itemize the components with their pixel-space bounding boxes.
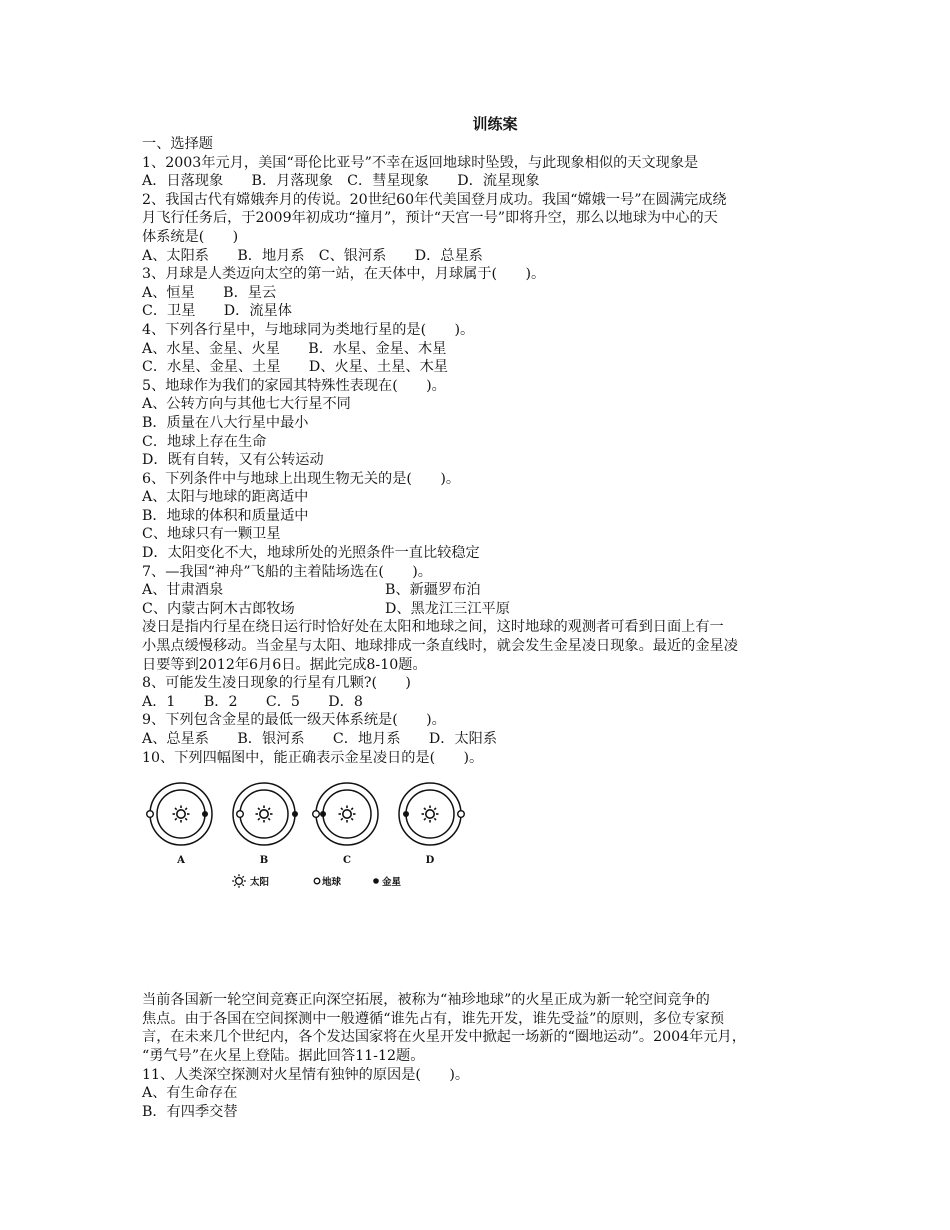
venus-icon bbox=[403, 811, 409, 817]
legend-venus-icon bbox=[373, 878, 379, 884]
q6-option-d: D．太阳变化不大，地球所处的光照条件一直比较稳定 bbox=[142, 545, 480, 562]
legend-venus-label: 金星 bbox=[382, 877, 402, 889]
q7-option-c: C、内蒙古阿木古郎牧场 bbox=[142, 600, 295, 617]
q7-option-b: B、新疆罗布泊 bbox=[385, 582, 481, 599]
q6-option-a: A、太阳与地球的距离适中 bbox=[142, 489, 309, 506]
q7-option-d: D、黑龙江三江平原 bbox=[385, 600, 510, 617]
sun-icon bbox=[422, 806, 439, 823]
earth-icon bbox=[313, 811, 320, 818]
q3-options-line1: A、恒星 B．星云 bbox=[142, 284, 277, 301]
venus-icon bbox=[320, 811, 326, 817]
diagram-label-d: D bbox=[425, 855, 435, 867]
sun-icon bbox=[256, 806, 273, 823]
diagram-label-a: A bbox=[177, 855, 185, 867]
venus-orbit bbox=[157, 790, 205, 838]
figure-legend bbox=[232, 874, 401, 888]
q2-stem-line1: 2、我国古代有嫦娥奔月的传说。20世纪60年代美国登月成功。我国“嫦娥一号”在圆满完成绕 bbox=[142, 191, 727, 208]
q9-stem: 9、下列包含金星的最低一级天体系统是( )。 bbox=[142, 712, 446, 729]
passage1-line2: 小黑点缓慢移动。当金星与太阳、地球排成一条直线时，就会发生金星凌日现象。最近的金星凌 bbox=[142, 638, 738, 655]
venus-orbit bbox=[240, 790, 288, 838]
q2-stem-line3: 体系统是( ) bbox=[142, 228, 239, 245]
passage2-line4: “勇气号”在火星上登陆。据此回答11-12题。 bbox=[142, 1047, 425, 1064]
q7-options-row2 bbox=[142, 600, 818, 619]
section-heading: 一、选择题 bbox=[142, 136, 213, 152]
venus-icon bbox=[202, 811, 208, 817]
diagram-label-b: B bbox=[259, 855, 269, 867]
q4-options-line2: C．水星、金星、土星 D、火星、土星、木星 bbox=[142, 359, 448, 376]
sun-icon bbox=[173, 806, 190, 823]
q5-option-a: A、公转方向与其他七大行星不同 bbox=[142, 396, 351, 413]
q7-stem: 7、—我国“神舟”飞船的主着陆场选在( )。 bbox=[142, 563, 432, 580]
q7-options-row1 bbox=[142, 581, 818, 600]
diagram-b bbox=[233, 783, 298, 845]
q9-options: A、总星系 B．银河系 C．地月系 D．太阳系 bbox=[142, 731, 498, 747]
diagram-d bbox=[399, 783, 464, 845]
venus-transit-figure bbox=[142, 781, 818, 991]
q11-option-b: B．有四季交替 bbox=[142, 1103, 238, 1120]
earth-icon bbox=[458, 811, 465, 818]
q7-option-a: A、甘肃酒泉 bbox=[142, 582, 224, 599]
q5-stem: 5、地球作为我们的家园其特殊性表现在( )。 bbox=[142, 377, 446, 394]
q8-stem: 8、可能发生凌日现象的行星有几颗?( ) bbox=[142, 675, 411, 692]
q4-stem: 4、下列各行星中，与地球同为类地行星的是( )。 bbox=[142, 321, 475, 338]
q6-option-c: C、地球只有一颗卫星 bbox=[142, 526, 281, 543]
venus-orbit bbox=[323, 790, 371, 838]
legend-earth-label: 地球 bbox=[322, 877, 342, 889]
orbit-diagrams bbox=[142, 781, 482, 901]
passage2-line2: 焦点。由于各国在空间探测中一般遵循“谁先占有，谁先开发，谁先受益”的原则，多位专家预 bbox=[142, 1010, 725, 1027]
venus-orbit bbox=[406, 790, 454, 838]
q6-stem: 6、下列条件中与地球上出现生物无关的是( )。 bbox=[142, 470, 461, 487]
q11-stem: 11、人类深空探测对火星情有独钟的原因是( )。 bbox=[142, 1066, 470, 1083]
q5-option-b: B．质量在八大行星中最小 bbox=[142, 414, 309, 431]
q4-options-line1: A、水星、金星、火星 B．水星、金星、木星 bbox=[142, 340, 447, 357]
diagram-label-c: C bbox=[343, 855, 351, 867]
legend-earth-icon bbox=[314, 878, 320, 884]
passage2-line3: 言，在未来几个世纪内，各个发达国家将在火星开发中掀起一场新的“圈地运动”。2004年元月， bbox=[142, 1029, 746, 1046]
document-page bbox=[142, 113, 818, 1121]
diagram-a bbox=[147, 783, 212, 845]
q1-stem: 1、2003年元月，美国“哥伦比亚号”不幸在返回地球时坠毁，与此现象相似的天文现象是 bbox=[142, 154, 699, 171]
earth-icon bbox=[147, 811, 154, 818]
earth-icon bbox=[237, 811, 244, 818]
q6-option-b: B．地球的体积和质量适中 bbox=[142, 507, 309, 524]
q5-option-c: C．地球上存在生命 bbox=[142, 433, 267, 450]
passage1-line3: 日要等到2012年6月6日。据此完成8-10题。 bbox=[142, 656, 427, 673]
q10-stem: 10、下列四幅图中，能正确表示金星凌日的是( )。 bbox=[142, 749, 484, 766]
passage1-line1: 凌日是指内行星在绕日运行时恰好处在太阳和地球之间，这时地球的观测者可看到日面上有一 bbox=[142, 619, 724, 636]
q2-options: A、太阳系 B．地月系 C、银河系 D．总星系 bbox=[142, 247, 483, 264]
q8-options: A．1 B．2 C．5 D．8 bbox=[142, 693, 363, 710]
passage2-line1: 当前各国新一轮空间竞赛正向深空拓展，被称为“袖珍地球”的火星正成为新一轮空间竞争的 bbox=[142, 992, 710, 1009]
q3-options-line2: C．卫星 D．流星体 bbox=[142, 303, 292, 320]
q1-options: A．日落现象 B．月落现象 C．彗星现象 D．流星现象 bbox=[142, 173, 540, 190]
legend-sun-icon bbox=[232, 874, 246, 888]
q3-stem: 3、月球是人类迈向太空的第一站，在天体中，月球属于( )。 bbox=[142, 266, 546, 283]
venus-icon bbox=[292, 811, 298, 817]
q5-option-d: D．既有自转，又有公转运动 bbox=[142, 452, 324, 469]
sun-icon bbox=[339, 806, 356, 823]
q11-option-a: A、有生命存在 bbox=[142, 1085, 238, 1102]
legend-sun-label: 太阳 bbox=[250, 877, 270, 889]
q2-stem-line2: 月飞行任务后，于2009年初成功“撞月”，预计“天宫一号”即将升空，那么以地球为中心的天 bbox=[142, 210, 718, 227]
page-title: 训练案 bbox=[472, 115, 518, 133]
diagram-c bbox=[313, 783, 378, 845]
